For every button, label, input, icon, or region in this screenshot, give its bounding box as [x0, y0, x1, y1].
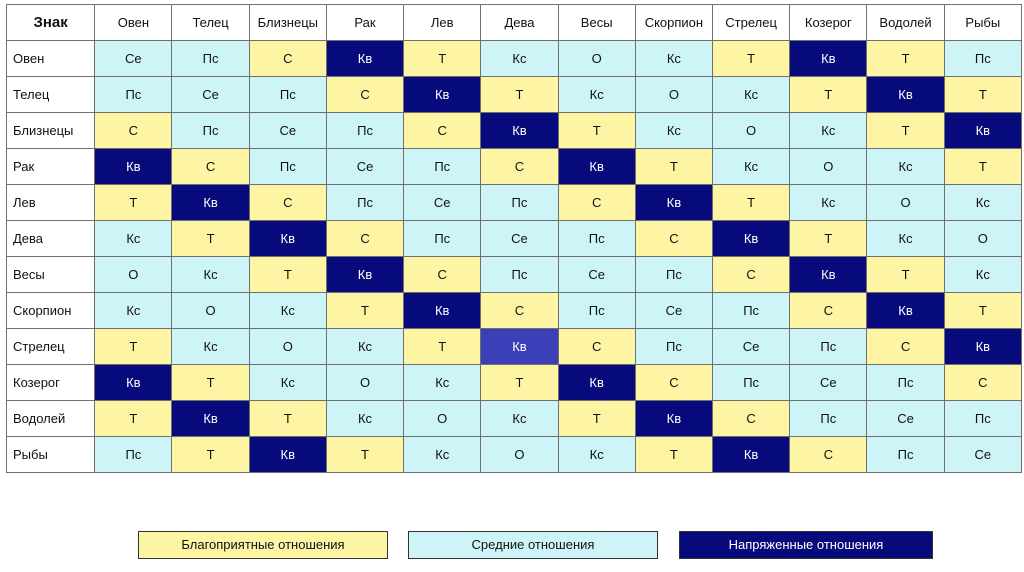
- relation-cell: Т: [95, 401, 172, 437]
- relation-cell: Кв: [481, 113, 558, 149]
- relation-cell: Пс: [944, 401, 1021, 437]
- relation-cell: С: [558, 185, 635, 221]
- relation-cell: Кс: [95, 221, 172, 257]
- relation-cell: Пс: [558, 221, 635, 257]
- column-header: Водолей: [867, 5, 944, 41]
- relation-cell: Пс: [172, 113, 249, 149]
- relation-cell: Се: [944, 437, 1021, 473]
- relation-cell: Т: [95, 185, 172, 221]
- table-row: [7, 41, 1022, 77]
- legend: [0, 531, 1024, 559]
- relation-cell: Кс: [481, 41, 558, 77]
- relation-cell: Кс: [944, 257, 1021, 293]
- table-row: [7, 437, 1022, 473]
- relation-cell: Т: [326, 437, 403, 473]
- relation-cell: Кв: [867, 77, 944, 113]
- relation-cell: Пс: [172, 41, 249, 77]
- column-header: Рыбы: [944, 5, 1021, 41]
- relation-cell: Кс: [172, 329, 249, 365]
- relation-cell: Т: [944, 77, 1021, 113]
- row-header: Лев: [7, 185, 95, 221]
- relation-cell: Т: [481, 365, 558, 401]
- relation-cell: Т: [790, 77, 867, 113]
- relation-cell: Кв: [95, 365, 172, 401]
- relation-cell: Пс: [249, 149, 326, 185]
- row-header: Рыбы: [7, 437, 95, 473]
- relation-cell: Кв: [404, 293, 481, 329]
- legend-favorable: Благоприятные отношения: [138, 531, 388, 559]
- relation-cell: Кс: [95, 293, 172, 329]
- relation-cell: С: [326, 221, 403, 257]
- relation-cell: Т: [172, 221, 249, 257]
- relation-cell: Кв: [790, 41, 867, 77]
- relation-cell: Т: [944, 293, 1021, 329]
- relation-cell: Кс: [713, 77, 790, 113]
- relation-cell: О: [172, 293, 249, 329]
- relation-cell: Т: [481, 77, 558, 113]
- table-row: [7, 401, 1022, 437]
- relation-cell: Кв: [404, 77, 481, 113]
- relation-cell: Пс: [481, 257, 558, 293]
- relation-cell: Кс: [790, 185, 867, 221]
- relation-cell: Кв: [558, 149, 635, 185]
- relation-cell: Т: [172, 437, 249, 473]
- column-header: Стрелец: [713, 5, 790, 41]
- relation-cell: Се: [867, 401, 944, 437]
- row-header: Телец: [7, 77, 95, 113]
- relation-cell: Кв: [326, 257, 403, 293]
- relation-cell: Кс: [635, 113, 712, 149]
- relation-cell: Пс: [404, 149, 481, 185]
- relation-cell: Кв: [249, 437, 326, 473]
- relation-cell: Кс: [172, 257, 249, 293]
- relation-cell: С: [713, 257, 790, 293]
- relation-cell: Т: [867, 113, 944, 149]
- relation-cell: Кв: [481, 329, 558, 365]
- column-header: Овен: [95, 5, 172, 41]
- relation-cell: Кс: [867, 221, 944, 257]
- column-header: Телец: [172, 5, 249, 41]
- relation-cell: Кв: [635, 185, 712, 221]
- relation-cell: С: [790, 293, 867, 329]
- relation-cell: С: [790, 437, 867, 473]
- relation-cell: Пс: [713, 365, 790, 401]
- relation-cell: Т: [558, 401, 635, 437]
- relation-cell: С: [326, 77, 403, 113]
- relation-cell: С: [635, 221, 712, 257]
- table-row: [7, 257, 1022, 293]
- relation-cell: Кс: [404, 365, 481, 401]
- relation-cell: О: [558, 41, 635, 77]
- relation-cell: Кв: [944, 329, 1021, 365]
- relation-cell: Кс: [635, 41, 712, 77]
- corner-header: Знак: [7, 5, 95, 41]
- relation-cell: Кв: [558, 365, 635, 401]
- relation-cell: Кв: [326, 41, 403, 77]
- relation-cell: Кв: [713, 221, 790, 257]
- relation-cell: Кс: [867, 149, 944, 185]
- table-row: [7, 185, 1022, 221]
- relation-cell: Т: [172, 365, 249, 401]
- relation-cell: Кс: [249, 293, 326, 329]
- relation-cell: Пс: [326, 185, 403, 221]
- relation-cell: Пс: [635, 257, 712, 293]
- relation-cell: О: [326, 365, 403, 401]
- row-header: Близнецы: [7, 113, 95, 149]
- relation-cell: С: [404, 113, 481, 149]
- relation-cell: Т: [867, 257, 944, 293]
- relation-cell: С: [95, 113, 172, 149]
- relation-cell: Се: [790, 365, 867, 401]
- relation-cell: С: [172, 149, 249, 185]
- row-header: Овен: [7, 41, 95, 77]
- relation-cell: Пс: [867, 437, 944, 473]
- relation-cell: О: [95, 257, 172, 293]
- relation-cell: Т: [944, 149, 1021, 185]
- relation-cell: Т: [326, 293, 403, 329]
- relation-cell: Кс: [558, 77, 635, 113]
- relation-cell: С: [249, 185, 326, 221]
- relation-cell: Кв: [790, 257, 867, 293]
- column-header: Скорпион: [635, 5, 712, 41]
- table-row: [7, 113, 1022, 149]
- table-row: [7, 329, 1022, 365]
- relation-cell: С: [558, 329, 635, 365]
- relation-cell: Се: [481, 221, 558, 257]
- table-row: [7, 149, 1022, 185]
- relation-cell: Пс: [867, 365, 944, 401]
- relation-cell: Кс: [558, 437, 635, 473]
- table-row: [7, 221, 1022, 257]
- header-row: [7, 5, 1022, 41]
- table-row: [7, 365, 1022, 401]
- relation-cell: Кв: [635, 401, 712, 437]
- column-header: Близнецы: [249, 5, 326, 41]
- relation-cell: О: [713, 113, 790, 149]
- relation-cell: Т: [713, 41, 790, 77]
- relation-cell: Кв: [95, 149, 172, 185]
- table-row: [7, 293, 1022, 329]
- legend-tense: Напряженные отношения: [679, 531, 933, 559]
- relation-cell: С: [249, 41, 326, 77]
- relation-cell: Пс: [713, 293, 790, 329]
- relation-cell: Се: [713, 329, 790, 365]
- relation-cell: Пс: [790, 401, 867, 437]
- relation-cell: Се: [326, 149, 403, 185]
- relation-cell: Т: [95, 329, 172, 365]
- relation-cell: Т: [790, 221, 867, 257]
- relation-cell: Т: [713, 185, 790, 221]
- table-row: [7, 77, 1022, 113]
- relation-cell: С: [481, 293, 558, 329]
- relation-cell: Т: [404, 41, 481, 77]
- relation-cell: Кс: [790, 113, 867, 149]
- relation-cell: Т: [249, 401, 326, 437]
- relation-cell: О: [404, 401, 481, 437]
- row-header: Рак: [7, 149, 95, 185]
- column-header: Лев: [404, 5, 481, 41]
- relation-cell: Пс: [481, 185, 558, 221]
- relation-cell: Кв: [172, 185, 249, 221]
- table-body: [7, 41, 1022, 473]
- relation-cell: Пс: [404, 221, 481, 257]
- relation-cell: С: [404, 257, 481, 293]
- relation-cell: Се: [249, 113, 326, 149]
- relation-cell: Кв: [172, 401, 249, 437]
- relation-cell: Пс: [635, 329, 712, 365]
- row-header: Дева: [7, 221, 95, 257]
- relation-cell: Кв: [944, 113, 1021, 149]
- relation-cell: Кс: [249, 365, 326, 401]
- relation-cell: Се: [404, 185, 481, 221]
- relation-cell: С: [867, 329, 944, 365]
- relation-cell: О: [867, 185, 944, 221]
- relation-cell: Пс: [944, 41, 1021, 77]
- column-header: Козерог: [790, 5, 867, 41]
- relation-cell: С: [944, 365, 1021, 401]
- relation-cell: Кс: [713, 149, 790, 185]
- relation-cell: Се: [95, 41, 172, 77]
- relation-cell: Кс: [326, 401, 403, 437]
- relation-cell: О: [944, 221, 1021, 257]
- row-header: Весы: [7, 257, 95, 293]
- relation-cell: Т: [635, 437, 712, 473]
- relation-cell: С: [635, 365, 712, 401]
- column-header: Дева: [481, 5, 558, 41]
- column-header: Весы: [558, 5, 635, 41]
- relation-cell: Се: [172, 77, 249, 113]
- relation-cell: Се: [635, 293, 712, 329]
- relation-cell: Пс: [790, 329, 867, 365]
- relation-cell: С: [481, 149, 558, 185]
- relation-cell: Кс: [326, 329, 403, 365]
- row-header: Козерог: [7, 365, 95, 401]
- relation-cell: Пс: [95, 77, 172, 113]
- relation-cell: О: [481, 437, 558, 473]
- row-header: Водолей: [7, 401, 95, 437]
- relation-cell: О: [249, 329, 326, 365]
- relation-cell: Кв: [867, 293, 944, 329]
- relation-cell: Т: [404, 329, 481, 365]
- relation-cell: Т: [249, 257, 326, 293]
- relation-cell: Т: [635, 149, 712, 185]
- relation-cell: Кс: [404, 437, 481, 473]
- row-header: Скорпион: [7, 293, 95, 329]
- compatibility-table: [6, 4, 1022, 473]
- relation-cell: Се: [558, 257, 635, 293]
- relation-cell: Кв: [713, 437, 790, 473]
- relation-cell: Т: [558, 113, 635, 149]
- relation-cell: Пс: [249, 77, 326, 113]
- relation-cell: Т: [867, 41, 944, 77]
- relation-cell: Кс: [481, 401, 558, 437]
- relation-cell: С: [713, 401, 790, 437]
- relation-cell: Кс: [944, 185, 1021, 221]
- relation-cell: Пс: [326, 113, 403, 149]
- relation-cell: Кв: [249, 221, 326, 257]
- relation-cell: О: [635, 77, 712, 113]
- legend-average: Средние отношения: [408, 531, 658, 559]
- relation-cell: Пс: [558, 293, 635, 329]
- relation-cell: О: [790, 149, 867, 185]
- row-header: Стрелец: [7, 329, 95, 365]
- column-header: Рак: [326, 5, 403, 41]
- relation-cell: Пс: [95, 437, 172, 473]
